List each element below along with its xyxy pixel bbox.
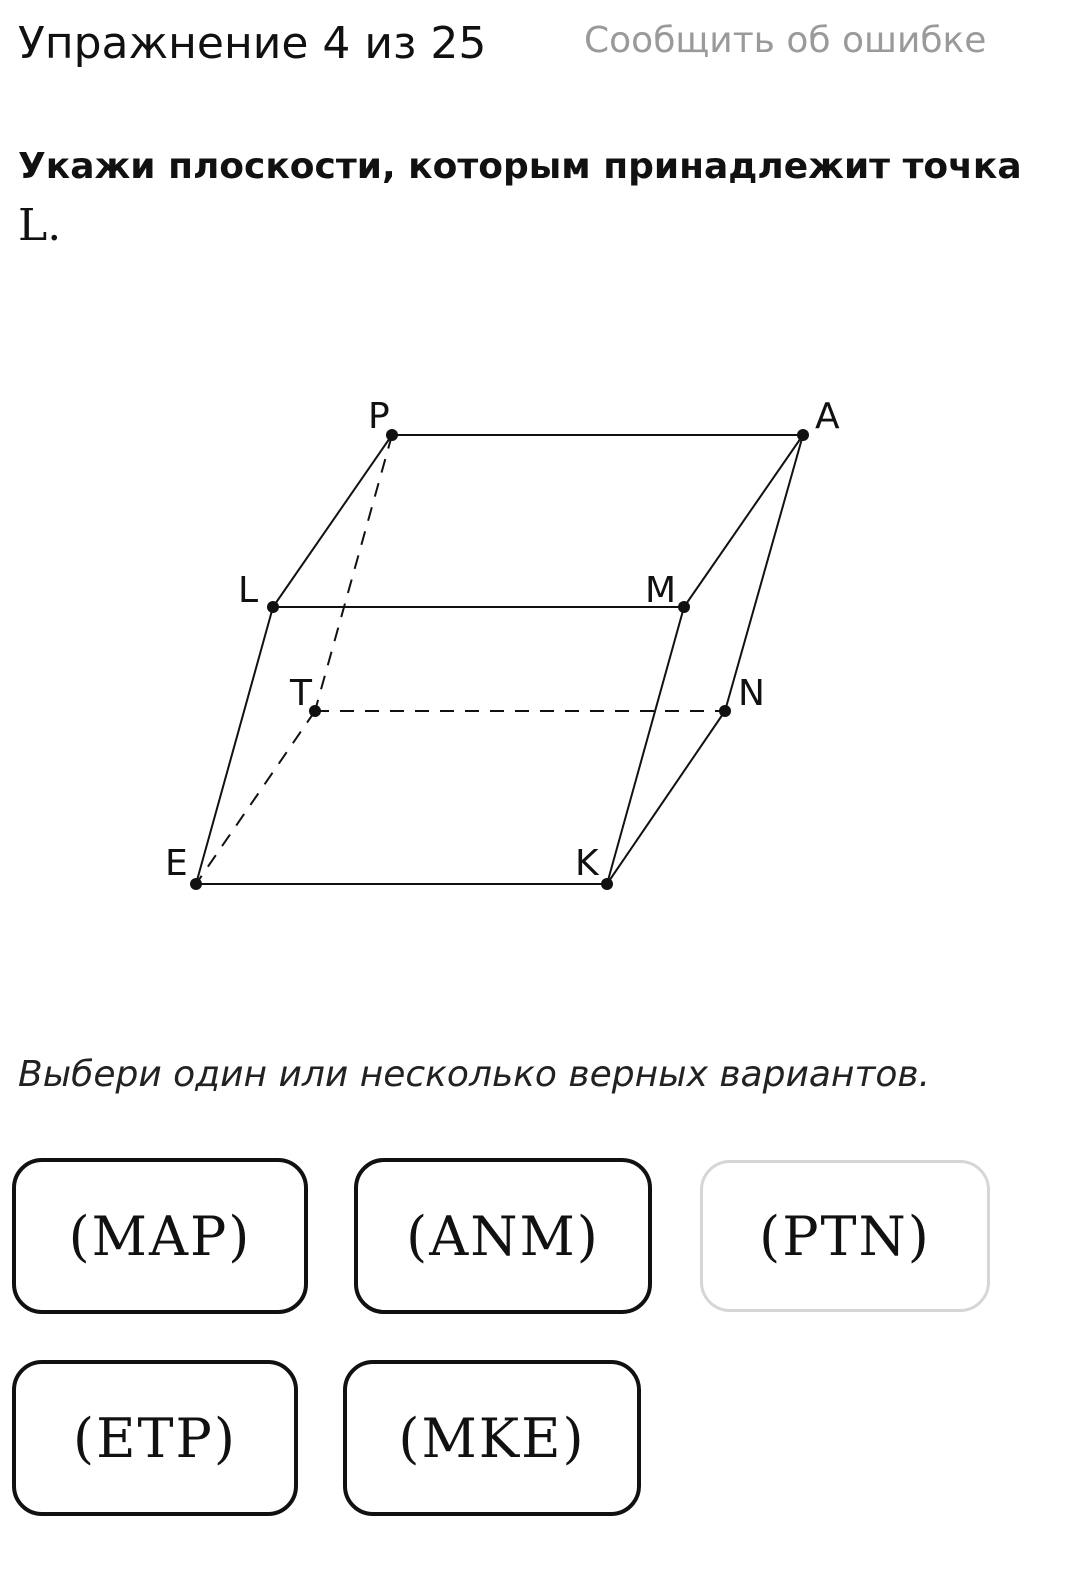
- vertex-A-dot: [797, 429, 809, 441]
- vertex-M-dot: [678, 601, 690, 613]
- vertex-label-A: A: [815, 396, 840, 437]
- edge-TE-hidden: [196, 711, 315, 884]
- report-error-link[interactable]: Сообщить об ошибке: [584, 20, 987, 61]
- edge-AN: [725, 435, 803, 711]
- edge-PT-hidden: [315, 435, 392, 711]
- parallelepiped-figure: [0, 380, 1080, 920]
- edge-LE: [196, 607, 273, 884]
- vertex-K-dot: [601, 878, 613, 890]
- vertex-label-M: M: [645, 570, 677, 611]
- vertex-N-dot: [719, 705, 731, 717]
- vertex-E-dot: [190, 878, 202, 890]
- option-etp[interactable]: (ETP): [12, 1360, 298, 1516]
- option-ptn[interactable]: (PTN): [700, 1160, 990, 1312]
- question-text: Укажи плоскости, которым принадлежит точка: [18, 146, 1022, 187]
- edge-AM: [684, 435, 803, 607]
- vertex-label-P: P: [368, 396, 390, 437]
- edge-PL: [273, 435, 392, 607]
- vertex-label-L: L: [238, 570, 259, 611]
- option-map[interactable]: (MAP): [12, 1158, 308, 1314]
- vertex-label-N: N: [738, 673, 765, 714]
- vertex-L-dot: [267, 601, 279, 613]
- parallelepiped-diagram: [0, 380, 1080, 920]
- vertex-label-K: K: [575, 843, 599, 884]
- option-anm[interactable]: (ANM): [354, 1158, 652, 1314]
- option-mke[interactable]: (MKE): [343, 1360, 641, 1516]
- vertex-label-E: E: [165, 843, 188, 884]
- exercise-counter: Упражнение 4 из 25: [18, 18, 487, 69]
- instruction-text: Выбери один или несколько верных вариантов.: [18, 1054, 931, 1095]
- vertex-label-T: T: [290, 673, 312, 714]
- question-point: L.: [18, 200, 62, 251]
- edge-KN: [607, 711, 725, 884]
- edge-MK: [607, 607, 684, 884]
